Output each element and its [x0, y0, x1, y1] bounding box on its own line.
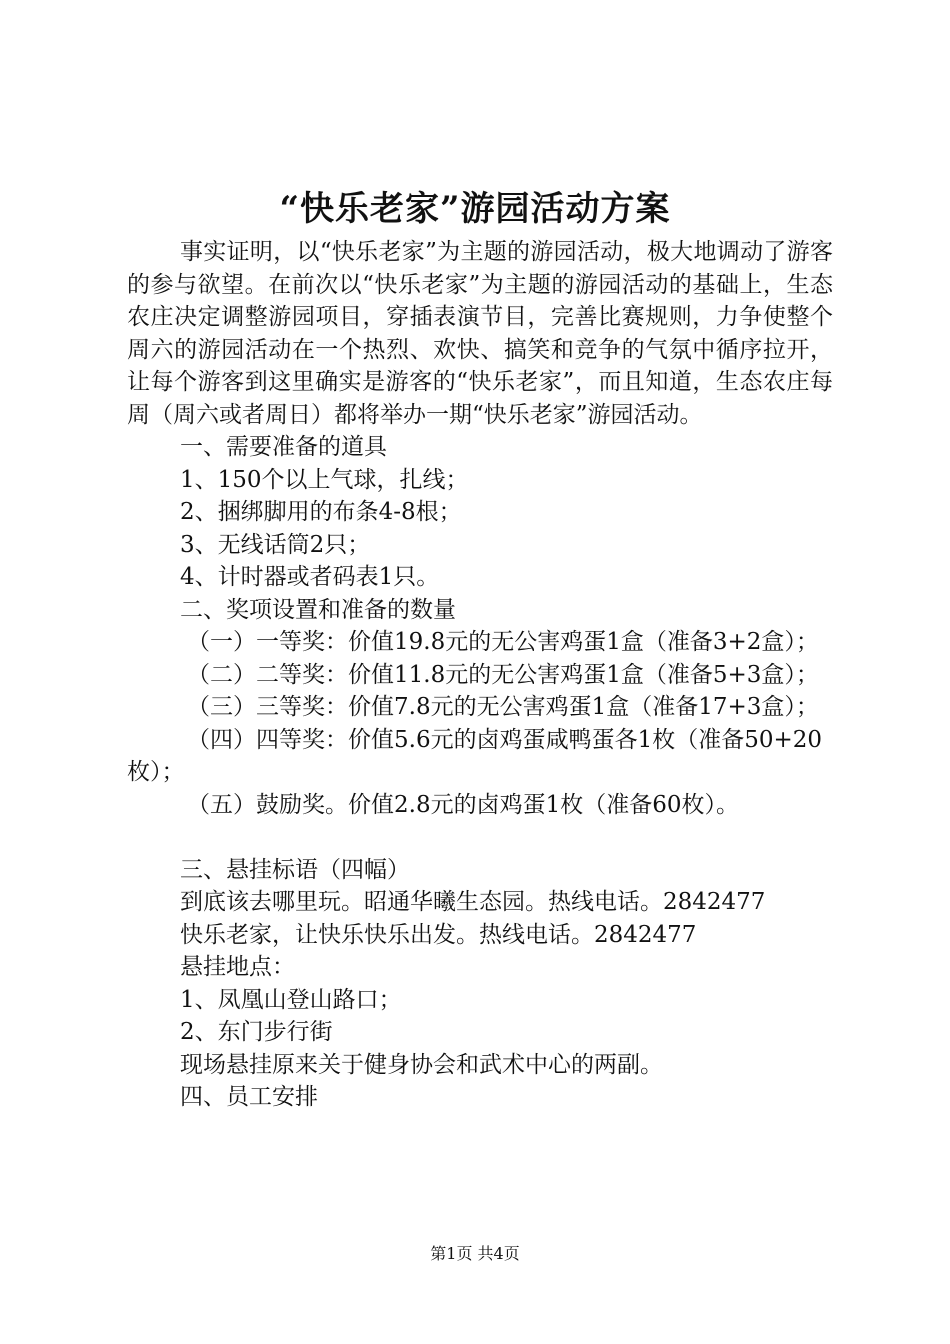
prize-item: （三）三等奖：价值7.8元的无公害鸡蛋1盒（准备17+3盒）； — [187, 694, 819, 720]
props-item: 2、捆绑脚用的布条4-8根； — [180, 499, 462, 525]
location-item: 2、东门步行街 — [180, 1019, 333, 1045]
slogan-line: 快乐老家，让快乐快乐出发。热线电话。2842477 — [180, 921, 697, 948]
props-item: 3、无线话筒2只； — [180, 531, 371, 558]
props-item: 1、150个以上气球，扎线； — [180, 466, 469, 493]
section-heading-slogans: 三、悬挂标语（四幅） — [180, 856, 410, 883]
section-heading-staff: 四、员工安排 — [180, 1084, 318, 1110]
prize-item: （一）一等奖：价值19.8元的无公害鸡蛋1盒（准备3+2盒）； — [187, 629, 819, 655]
intro-paragraph: 事实证明，以“快乐老家”为主题的游园活动，极大地调动了游客的参与欲望。在前次以“快乐老家”为主题的游园活动的基础上，生态农庄决定调整游园项目，穿插表演节目，完善比赛规则，力争使整个周六的游园活动在一个热烈、欢快、搞笑和竞争的气氛中循序拉开，让每个游客到这里确实是游客的“快乐老家”，而且知道，生态农庄每周（周六或者周日）都将举办一期“快乐老家”游园活动。 — [127, 239, 833, 428]
blank-line — [127, 821, 833, 854]
prize-item: （二）二等奖：价值11.8元的无公害鸡蛋1盒（准备5+3盒）； — [187, 661, 819, 688]
section-heading-prizes: 二、奖项设置和准备的数量 — [180, 596, 456, 623]
document-title: “快乐老家”游园活动方案 — [279, 189, 671, 229]
slogan-line: 到底该去哪里玩。昭通华曦生态园。热线电话。2842477 — [180, 889, 766, 915]
location-item: 1、凤凰山登山路口； — [180, 986, 402, 1013]
prize-item: （四）四等奖：价值5.6元的卤鸡蛋咸鸭蛋各1枚（准备50+20枚）； — [127, 726, 823, 785]
page-footer: 第1页 共4页 — [430, 1244, 520, 1263]
prize-item: （五）鼓励奖。价值2.8元的卤鸡蛋1枚（准备60枚）。 — [187, 791, 739, 818]
document-body — [127, 236, 833, 1114]
location-label: 悬挂地点： — [180, 954, 295, 980]
props-item: 4、计时器或者码表1只。 — [180, 564, 440, 590]
section-heading-props: 一、需要准备的道具 — [180, 434, 387, 460]
slogan-note: 现场悬挂原来关于健身协会和武术中心的两副。 — [180, 1051, 663, 1078]
